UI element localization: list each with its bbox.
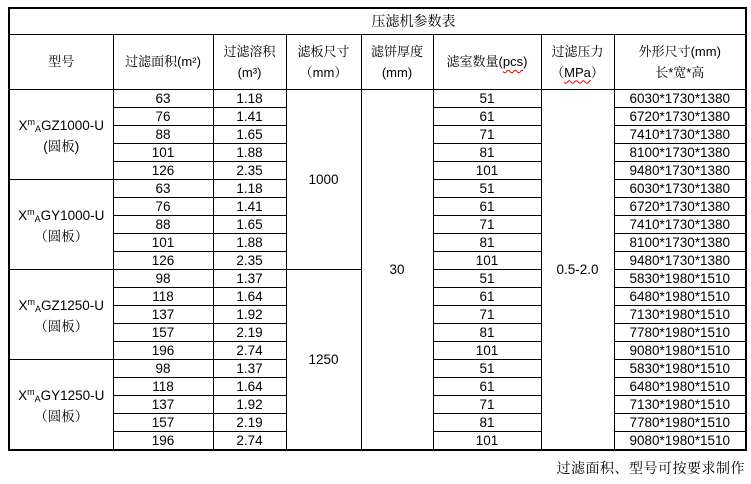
header-line xyxy=(362,41,433,62)
filter-volume-cell: 1.64 xyxy=(213,377,286,395)
chamber-count-cell: 61 xyxy=(433,107,541,125)
filter-volume-cell: 2.19 xyxy=(213,413,286,431)
text-segment: （mm） xyxy=(299,64,348,80)
chamber-count-cell: 101 xyxy=(433,431,541,450)
model-code xyxy=(10,384,113,408)
filter-volume-cell: 2.74 xyxy=(213,341,286,359)
model-cell xyxy=(9,359,113,450)
text-segment: 外形尺寸(mm) xyxy=(638,43,721,59)
filter-area-cell: 126 xyxy=(113,161,213,179)
chamber-count-cell: 81 xyxy=(433,323,541,341)
text-segment: X xyxy=(18,297,28,313)
filter-area-cell: 88 xyxy=(113,215,213,233)
text-segment: 长*宽*高 xyxy=(655,64,705,80)
cake-thickness-cell: 30 xyxy=(361,89,433,450)
col-header-plate-size xyxy=(286,34,361,89)
model-code xyxy=(10,294,113,318)
model-cell xyxy=(9,269,113,359)
plate-size-cell: 1000 xyxy=(286,89,361,269)
filter-volume-cell: 1.92 xyxy=(213,305,286,323)
dimensions-cell: 6030*1730*1380 xyxy=(614,179,746,197)
filter-area-cell: 63 xyxy=(113,89,213,107)
text-segment: 滤板尺寸 xyxy=(297,43,350,59)
header-line xyxy=(214,41,286,62)
model-subscript: A xyxy=(34,123,41,134)
dimensions-cell: 7780*1980*1510 xyxy=(614,323,746,341)
filter-area-cell: 88 xyxy=(113,125,213,143)
model-superscript: m xyxy=(27,116,35,127)
filter-volume-cell: 2.19 xyxy=(213,323,286,341)
text-segment: GY1000-U xyxy=(40,207,105,223)
filter-area-cell: 118 xyxy=(113,377,213,395)
filter-volume-cell: 1.41 xyxy=(213,197,286,215)
filter-area-cell: 196 xyxy=(113,341,213,359)
table-header-row xyxy=(9,34,746,89)
dimensions-cell: 5830*1980*1510 xyxy=(614,269,746,287)
text-segment: GZ1000-U xyxy=(41,117,105,133)
model-subscript: A xyxy=(34,213,41,224)
chamber-count-cell: 61 xyxy=(433,377,541,395)
col-header-dimensions xyxy=(614,34,746,89)
text-segment: （ xyxy=(551,64,565,80)
col-header-model xyxy=(9,34,113,89)
plate-size-cell: 1250 xyxy=(286,269,361,450)
chamber-count-cell: 71 xyxy=(433,305,541,323)
dimensions-cell: 6030*1730*1380 xyxy=(614,89,746,107)
text-segment: ） xyxy=(590,64,604,80)
filter-volume-cell: 2.74 xyxy=(213,431,286,450)
model-cell xyxy=(9,89,113,179)
model-plate-type: （圆板） xyxy=(34,318,89,334)
text-segment: ) xyxy=(523,54,528,69)
dimensions-cell: 6480*1980*1510 xyxy=(614,377,746,395)
dimensions-cell: 7130*1980*1510 xyxy=(614,395,746,413)
chamber-count-cell: 101 xyxy=(433,161,541,179)
text-segment: (mm) xyxy=(381,64,413,80)
dimensions-cell: 9080*1980*1510 xyxy=(614,431,746,450)
filter-volume-cell: 1.65 xyxy=(213,215,286,233)
chamber-count-cell: 51 xyxy=(433,269,541,287)
dimensions-cell: 8100*1730*1380 xyxy=(614,143,746,161)
dimensions-cell: 8100*1730*1380 xyxy=(614,233,746,251)
chamber-count-cell: 101 xyxy=(433,341,541,359)
spellcheck-underlined-text: pcs xyxy=(502,54,524,69)
filter-volume-cell: 1.41 xyxy=(213,107,286,125)
filter-area-cell: 98 xyxy=(113,359,213,377)
model-superscript: m xyxy=(27,206,35,217)
chamber-count-cell: 81 xyxy=(433,143,541,161)
dimensions-cell: 6720*1730*1380 xyxy=(614,107,746,125)
header-line xyxy=(114,51,213,72)
filter-area-cell: 157 xyxy=(113,323,213,341)
chamber-count-cell: 51 xyxy=(433,359,541,377)
model-cell xyxy=(9,179,113,269)
filter-volume-cell: 2.35 xyxy=(213,161,286,179)
header-line xyxy=(542,62,614,83)
dimensions-cell: 5830*1980*1510 xyxy=(614,359,746,377)
filter-volume-cell: 1.88 xyxy=(213,233,286,251)
filter-volume-cell: 1.37 xyxy=(213,359,286,377)
dimensions-cell: 6480*1980*1510 xyxy=(614,287,746,305)
filter-area-cell: 76 xyxy=(113,107,213,125)
dimensions-cell: 7410*1730*1380 xyxy=(614,125,746,143)
filter-area-cell: 137 xyxy=(113,305,213,323)
table-body xyxy=(9,8,746,450)
chamber-count-cell: 61 xyxy=(433,197,541,215)
model-plate-type: （圆板） xyxy=(34,228,89,244)
text-segment: GZ1250-U xyxy=(41,297,105,313)
dimensions-cell: 6720*1730*1380 xyxy=(614,197,746,215)
filter-area-cell: 101 xyxy=(113,233,213,251)
header-line xyxy=(615,62,746,83)
header-line xyxy=(434,51,541,72)
text-segment: 过滤溶积 xyxy=(223,43,276,59)
model-superscript: m xyxy=(27,386,35,397)
filter-area-cell: 196 xyxy=(113,431,213,450)
table-row xyxy=(9,89,746,107)
footnote: 过滤面积、型号可按要求制作 xyxy=(556,459,745,476)
model-plate-type: （圆板） xyxy=(34,408,89,424)
col-header-filter-area xyxy=(113,34,213,89)
header-line xyxy=(10,51,113,72)
model-code xyxy=(10,114,113,138)
filter-volume-cell: 1.65 xyxy=(213,125,286,143)
filter-volume-cell: 2.35 xyxy=(213,251,286,269)
text-segment: (m³) xyxy=(237,64,262,80)
parameter-table xyxy=(8,7,747,451)
dimensions-cell: 7780*1980*1510 xyxy=(614,413,746,431)
filter-volume-cell: 1.64 xyxy=(213,287,286,305)
col-header-filter-volume xyxy=(213,34,286,89)
text-segment: X xyxy=(18,207,28,223)
header-line xyxy=(542,41,614,62)
header-line xyxy=(214,62,286,83)
text-segment: GY1250-U xyxy=(40,387,105,403)
header-line xyxy=(287,41,361,62)
filter-area-cell: 76 xyxy=(113,197,213,215)
model-subscript: A xyxy=(34,393,41,404)
chamber-count-cell: 101 xyxy=(433,251,541,269)
header-line xyxy=(362,62,433,83)
text-segment: 过滤压力 xyxy=(551,43,604,59)
filter-area-cell: 63 xyxy=(113,179,213,197)
filter-area-cell: 126 xyxy=(113,251,213,269)
dimensions-cell: 9480*1730*1380 xyxy=(614,161,746,179)
chamber-count-cell: 81 xyxy=(433,413,541,431)
col-header-chamber-count xyxy=(433,34,541,89)
text-segment: 滤饼厚度 xyxy=(370,43,423,59)
filter-volume-cell: 1.18 xyxy=(213,179,286,197)
chamber-count-cell: 71 xyxy=(433,215,541,233)
filter-volume-cell: 1.92 xyxy=(213,395,286,413)
chamber-count-cell: 81 xyxy=(433,233,541,251)
dimensions-cell: 7410*1730*1380 xyxy=(614,215,746,233)
filter-area-cell: 157 xyxy=(113,413,213,431)
chamber-count-cell: 51 xyxy=(433,179,541,197)
header-line xyxy=(287,62,361,83)
filter-area-cell: 101 xyxy=(113,143,213,161)
model-plate-type: (圆板) xyxy=(43,138,80,154)
model-code xyxy=(10,204,113,228)
filter-area-cell: 118 xyxy=(113,287,213,305)
col-header-pressure xyxy=(541,34,614,89)
chamber-count-cell: 71 xyxy=(433,125,541,143)
model-superscript: m xyxy=(27,296,35,307)
chamber-count-cell: 71 xyxy=(433,395,541,413)
dimensions-cell: 9480*1730*1380 xyxy=(614,251,746,269)
spellcheck-underlined-text: MPa xyxy=(564,64,591,80)
text-segment: 过滤面积(m²) xyxy=(125,54,201,69)
pressure-cell: 0.5-2.0 xyxy=(541,89,614,450)
chamber-count-cell: 51 xyxy=(433,89,541,107)
filter-area-cell: 98 xyxy=(113,269,213,287)
chamber-count-cell: 61 xyxy=(433,287,541,305)
filter-volume-cell: 1.88 xyxy=(213,143,286,161)
table-title: 压滤机参数表 xyxy=(9,8,746,34)
table-title-row xyxy=(9,8,746,34)
text-segment: X xyxy=(18,387,28,403)
dimensions-cell: 7130*1980*1510 xyxy=(614,305,746,323)
filter-volume-cell: 1.18 xyxy=(213,89,286,107)
col-header-cake-thickness xyxy=(361,34,433,89)
filter-volume-cell: 1.37 xyxy=(213,269,286,287)
text-segment: 型号 xyxy=(48,54,75,69)
filter-area-cell: 137 xyxy=(113,395,213,413)
model-subscript: A xyxy=(34,303,41,314)
dimensions-cell: 9080*1980*1510 xyxy=(614,341,746,359)
text-segment: 滤室数量( xyxy=(446,54,503,69)
text-segment: X xyxy=(18,117,28,133)
header-line xyxy=(615,41,746,62)
